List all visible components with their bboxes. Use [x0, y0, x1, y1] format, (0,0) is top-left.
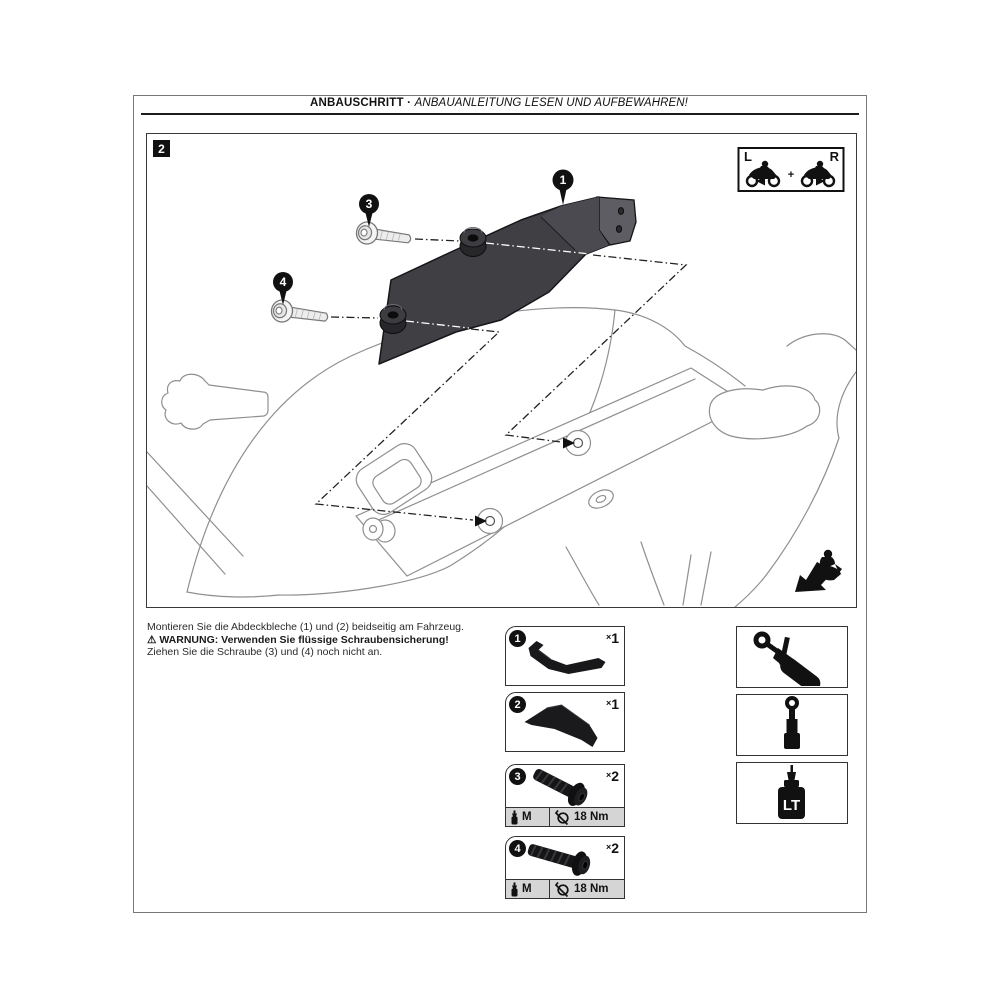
part-3-torque-value: 18 Nm — [574, 811, 609, 823]
threadlocker-icon — [510, 810, 519, 825]
assembly-diagram — [146, 133, 857, 608]
part-box-1 — [505, 626, 625, 686]
rider-direction-icon — [795, 550, 842, 592]
motorcycle-line-art — [147, 308, 856, 607]
part-3-quantity: ×2 — [605, 768, 619, 784]
part-1-badge: 1 — [509, 630, 526, 647]
instruction-line-1: Montieren Sie die Abdeckbleche (1) und (2) beidseitig am Fahrzeug. — [147, 621, 464, 633]
part-3-badge: 3 — [509, 768, 526, 785]
title-bold: ANBAUSCHRITT — [310, 97, 404, 109]
lower-body-lines — [566, 542, 711, 605]
bracket-hole-2 — [616, 226, 621, 233]
torque-wrench-icon — [555, 810, 570, 825]
handlebar-grip — [162, 374, 268, 429]
step-number-badge: 2 — [153, 140, 170, 157]
plate-bushing-upper — [460, 228, 486, 257]
part-2-quantity: ×1 — [605, 696, 619, 712]
instruction-text — [147, 621, 503, 659]
threadlocker-icon — [510, 882, 519, 897]
part-4-badge: 4 — [509, 840, 526, 857]
svg-text:4: 4 — [279, 275, 287, 289]
part-3-spec-bar — [506, 807, 624, 826]
part-4-spec-bar — [506, 879, 624, 898]
threadlocker-label: LT — [782, 797, 801, 814]
part-box-3 — [505, 764, 625, 827]
header-divider — [141, 113, 859, 115]
part-4-torque-value: 18 Nm — [574, 883, 609, 895]
part-4-quantity: ×2 — [605, 840, 619, 856]
part-2-badge: 2 — [509, 696, 526, 713]
page-title — [133, 97, 865, 109]
fork-lines — [147, 452, 243, 574]
screw-4-drawing — [270, 299, 329, 329]
left-right-indicator — [739, 148, 844, 191]
cover-plate-part — [379, 197, 636, 364]
tool-box-threadlocker — [736, 762, 848, 824]
part-4-torque-cell — [550, 880, 624, 898]
plus-label: + — [787, 169, 795, 181]
callout-balloon-3 — [359, 194, 379, 227]
instruction-warning: ⚠ WARNUNG: Verwenden Sie flüssige Schraubensicherung! — [147, 633, 449, 646]
part-3-torque-cell — [550, 808, 624, 826]
part-box-2 — [505, 692, 625, 752]
tool-box-torque-wrench — [736, 694, 848, 756]
svg-text:1: 1 — [559, 173, 567, 187]
warning-icon: ⚠ — [147, 633, 157, 646]
title-italic: ANBAUANLEITUNG LESEN UND AUFBEWAHREN! — [414, 97, 688, 109]
title-separator: · — [407, 97, 412, 109]
callout-balloon-1 — [553, 170, 574, 206]
screwdriver-bit-icon — [737, 627, 846, 686]
part-3-locktite-grade: M — [522, 811, 532, 823]
tail-cowl-top — [787, 334, 856, 350]
part-1-quantity: ×1 — [605, 630, 619, 646]
front-shroud-bottom — [187, 592, 279, 597]
part-box-4 — [505, 836, 625, 899]
callout-balloon-4 — [273, 272, 293, 305]
torque-wrench-socket-icon — [737, 695, 846, 754]
tool-box-screwdriver — [736, 626, 848, 688]
instruction-line-3: Ziehen Sie die Schraube (3) und (4) noch nicht an. — [147, 646, 383, 659]
plate-bushing-lower — [380, 305, 406, 334]
frame-oval-detail — [586, 486, 616, 511]
threadlocker-bottle-icon — [737, 763, 846, 822]
left-label: L — [744, 149, 752, 164]
torque-wrench-icon — [555, 882, 570, 897]
svg-text:3: 3 — [365, 197, 373, 211]
grab-handle-blob — [709, 386, 819, 439]
screw-3-drawing — [355, 221, 412, 250]
part-3-locktite-cell — [506, 808, 550, 826]
part-4-locktite-cell — [506, 880, 550, 898]
diagram-drawing — [147, 134, 856, 607]
right-label: R — [829, 149, 839, 164]
bracket-hole-1 — [618, 208, 623, 215]
part-4-locktite-grade: M — [522, 883, 532, 895]
